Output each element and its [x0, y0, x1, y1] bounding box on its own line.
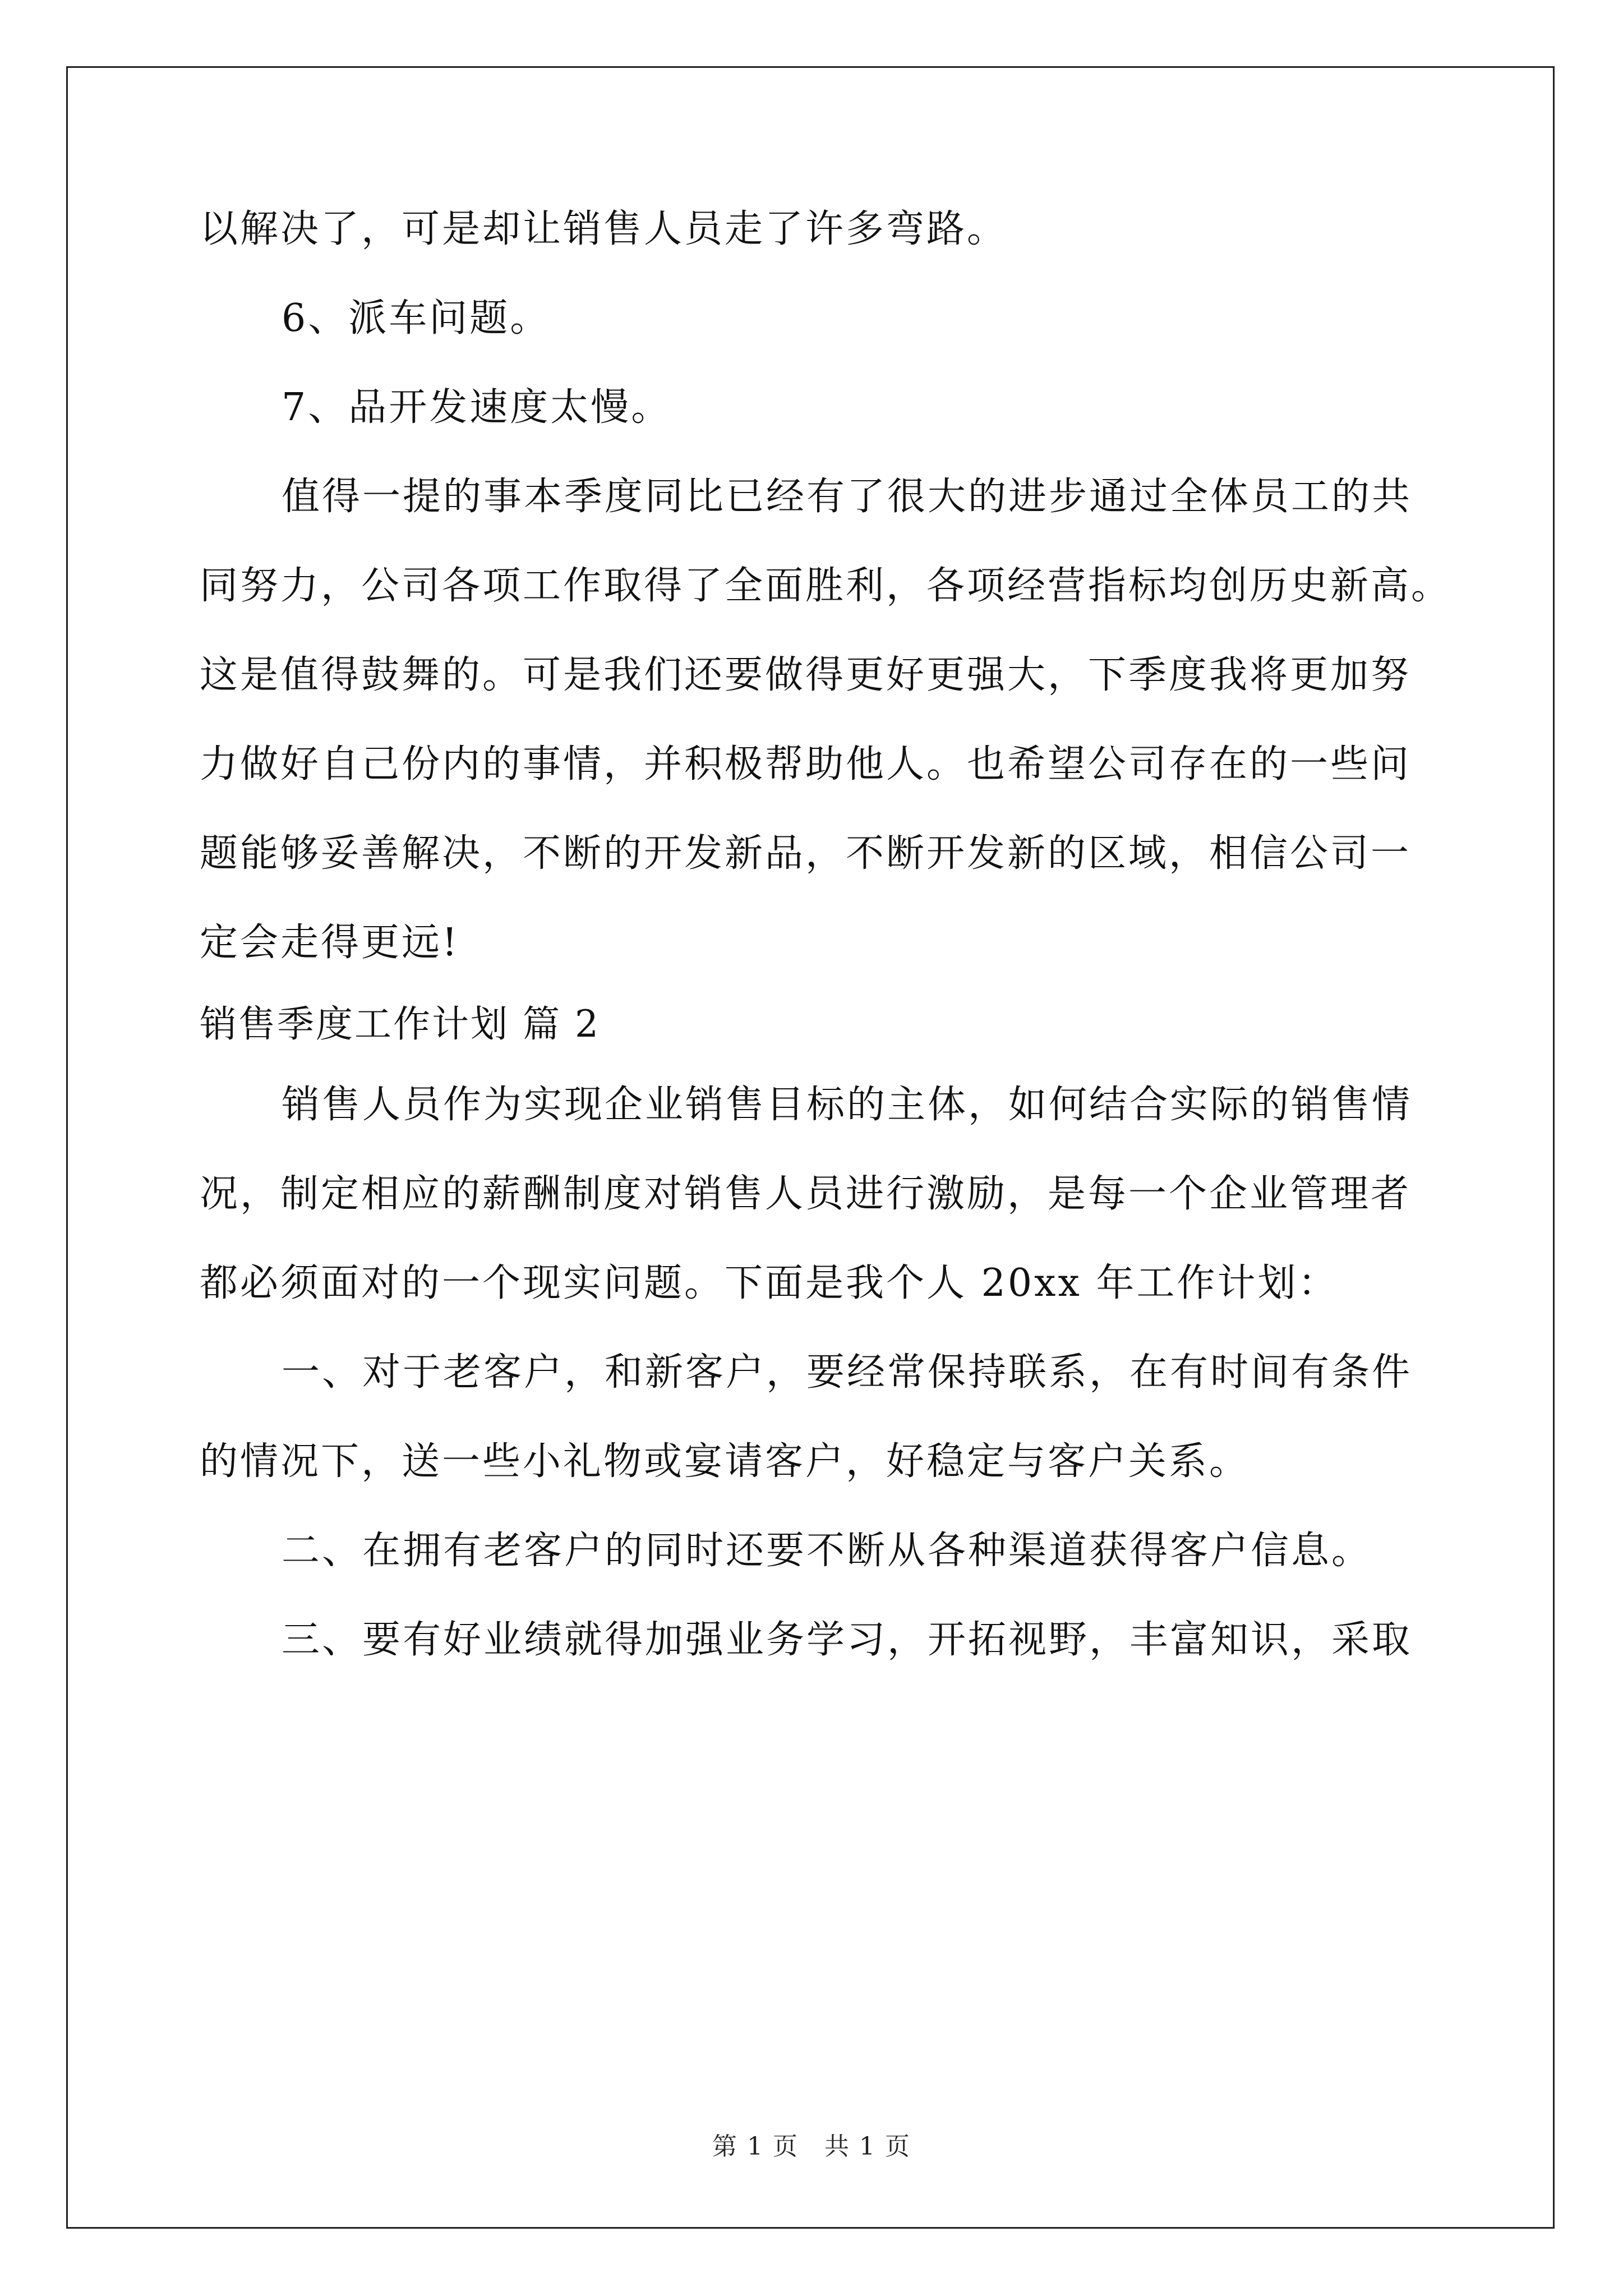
list-item-6: 6、派车问题。	[282, 296, 551, 341]
paragraph-line: 这是值得鼓舞的。可是我们还要做得更好更强大，下季度我将更加努	[200, 653, 1412, 697]
paragraph-line: 况，制定相应的薪酬制度对销售人员进行激励，是每一个企业管理者	[200, 1172, 1412, 1216]
paragraph-line: 定会走得更远!	[200, 921, 460, 965]
paragraph-line: 题能够妥善解决，不断的开发新品，不断开发新的区域，相信公司一	[200, 831, 1412, 876]
paragraph-line: 值得一提的事本季度同比已经有了很大的进步通过全体员工的共	[282, 475, 1413, 519]
text-line: 以解决了，可是却让销售人员走了许多弯路。	[200, 207, 1008, 251]
paragraph-line: 同努力，公司各项工作取得了全面胜利，各项经营指标均创历史新高。	[200, 564, 1452, 608]
paragraph-line: 的情况下，送一些小礼物或宴请客户，好稳定与客户关系。	[200, 1439, 1250, 1484]
paragraph-line: 一、对于老客户，和新客户，要经常保持联系，在有时间有条件	[282, 1350, 1413, 1395]
section-heading: 销售季度工作计划 篇 2	[200, 1002, 600, 1046]
paragraph-line: 三、要有好业绩就得加强业务学习，开拓视野，丰富知识，采取	[282, 1618, 1413, 1662]
paragraph-line: 二、在拥有老客户的同时还要不断从各种渠道获得客户信息。	[282, 1529, 1372, 1573]
paragraph-line: 都必须面对的一个现实问题。下面是我个人 20xx 年工作计划：	[200, 1261, 1339, 1305]
paragraph-line: 力做好自己份内的事情，并积极帮助他人。也希望公司存在的一些问	[200, 742, 1412, 786]
page-number-footer: 第 1 页 共 1 页	[712, 2132, 911, 2161]
paragraph-line: 销售人员作为实现企业销售目标的主体，如何结合实际的销售情	[282, 1083, 1413, 1127]
list-item-7: 7、品开发速度太慢。	[282, 385, 672, 430]
